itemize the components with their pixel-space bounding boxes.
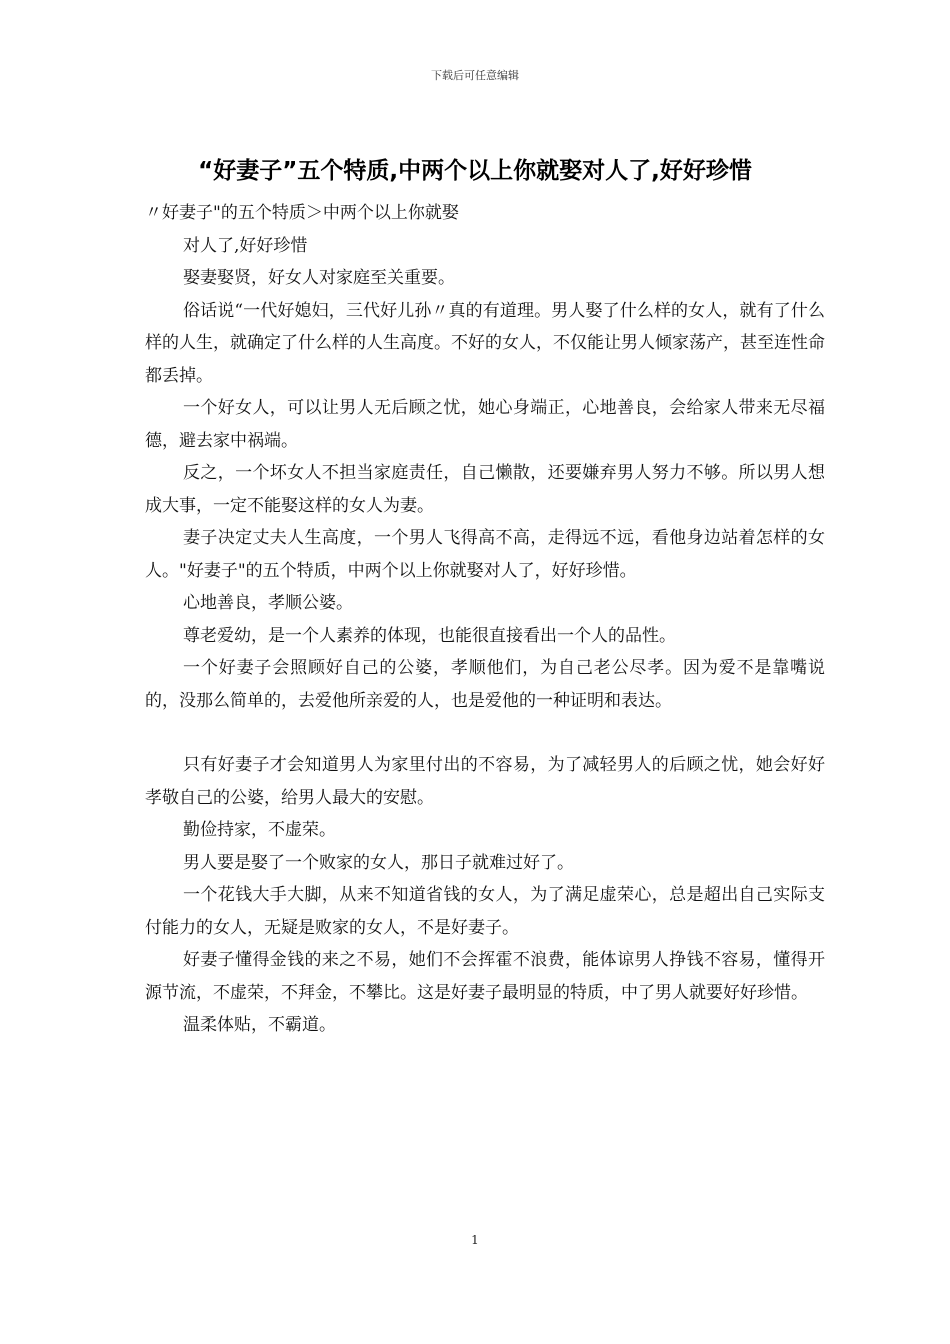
paragraph: 反之，一个坏女人不担当家庭责任，自己懒散，还要嫌弃男人努力不够。所以男人想成大事，一定不能娶这样的女人为妻。 (145, 463, 825, 516)
paragraph: 一个好女人，可以让男人无后顾之忧，她心身端正，心地善良，会给家人带来无尽福德，避去家中祸端。 (145, 398, 825, 451)
paragraph: 娶妻娶贤，好女人对家庭至关重要。 (183, 268, 455, 288)
paragraph: 一个好妻子会照顾好自己的公婆，孝顺他们，为自己老公尽孝。因为爱不是靠嘴说的，没那么简单的，去爱他所亲爱的人，也是爱他的一种证明和表达。 (145, 658, 825, 711)
paragraph: 一个花钱大手大脚，从来不知道省钱的女人，为了满足虚荣心，总是超出自己实际支付能力的女人，无疑是败家的女人，不是好妻子。 (145, 885, 825, 938)
paragraph: 好妻子懂得金钱的来之不易，她们不会挥霍不浪费，能体谅男人挣钱不容易，懂得开源节流，不虚荣，不拜金，不攀比。这是好妻子最明显的特质，中了男人就要好好珍惜。 (145, 950, 825, 1003)
page-number: 1 (471, 1233, 479, 1247)
document-title: “好妻子”五个特质,中两个以上你就娶对人了,好好珍惜 (198, 158, 752, 184)
paragraph: 只有好妻子才会知道男人为家里付出的不容易，为了减轻男人的后顾之忧，她会好好孝敬自己的公婆，给男人最大的安慰。 (145, 755, 825, 808)
paragraph: 妻子决定丈夫人生高度，一个男人飞得高不高，走得远不远，看他身边站着怎样的女人。"好妻子"的五个特质，中两个以上你就娶对人了，好好珍惜。 (145, 528, 825, 581)
paragraph: 勤俭持家，不虚荣。 (183, 820, 336, 840)
document-body (145, 197, 825, 1042)
paragraph: 〃好妻子"的五个特质＞中两个以上你就娶 (145, 203, 459, 223)
paragraph: 男人要是娶了一个败家的女人，那日子就难过好了。 (183, 852, 574, 873)
paragraph: 尊老爱幼，是一个人素养的体现，也能很直接看出一个人的品性。 (183, 625, 676, 646)
paragraph: 温柔体贴，不霸道。 (183, 1015, 336, 1035)
page-header: 下载后可任意编辑 (431, 69, 519, 82)
paragraph: 对人了,好好珍惜 (183, 235, 308, 256)
paragraph: 心地善良，孝顺公婆。 (183, 593, 353, 613)
paragraph: 俗话说“一代好媳妇，三代好儿孙〃真的有道理。男人娶了什么样的女人，就有了什么样的人生，就确定了什么样的人生高度。不好的女人，不仅能让男人倾家荡产，甚至连性命都丢掉。 (145, 300, 825, 386)
